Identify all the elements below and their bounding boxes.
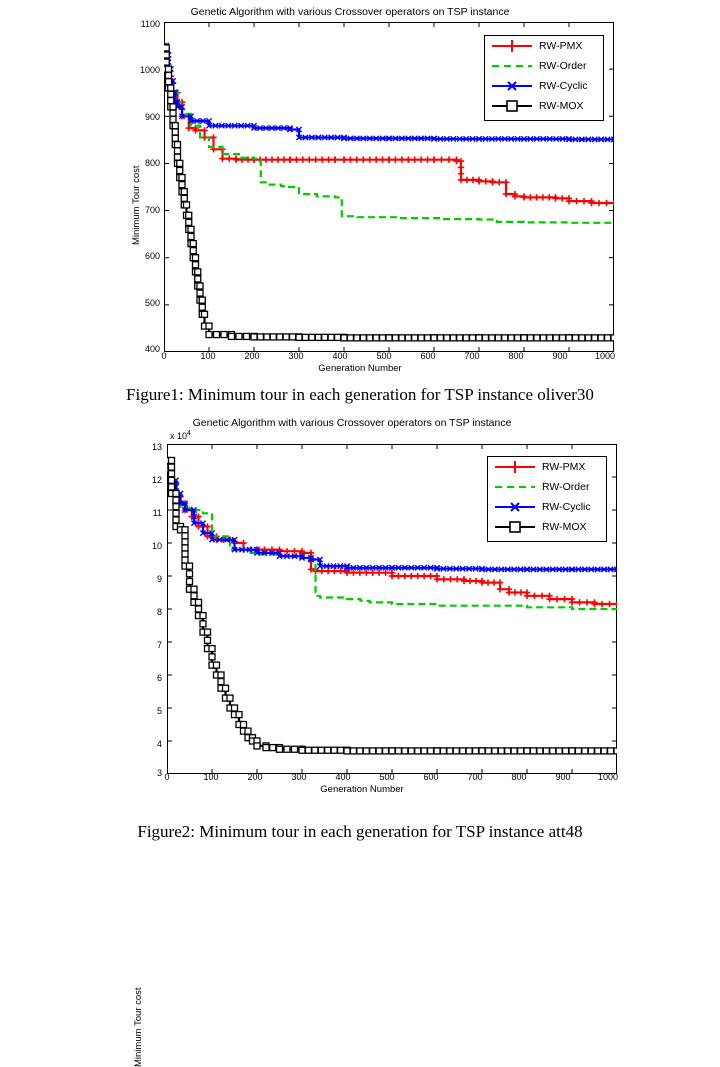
chart-2-ytick-10: 10 <box>151 541 162 551</box>
chart-2-ytick-6: 6 <box>156 673 162 683</box>
legend-sample-rw-order <box>491 59 533 73</box>
chart-1-xtick-600: 600 <box>420 351 436 361</box>
legend-item-rw-mox <box>485 96 603 116</box>
chart-1-xtick-0: 0 <box>161 351 167 361</box>
legend-item-rw-pmx <box>485 36 603 56</box>
legend-sample-rw-mox-2 <box>494 520 536 534</box>
chart-1-xtick-800: 800 <box>508 351 524 361</box>
chart-2-title: Genetic Algorithm with various Crossover operators on TSP instance <box>192 417 512 429</box>
chart-1-xtick-700: 700 <box>464 351 480 361</box>
chart-2-y-exponent <box>170 430 191 441</box>
chart-2-xtick-400: 400 <box>335 772 351 782</box>
chart-2-ytick-9: 9 <box>156 574 162 584</box>
chart-2-ylabel: Minimum Tour cost <box>133 987 144 1067</box>
chart-1-xtick-400: 400 <box>332 351 348 361</box>
chart-1-ytick-900: 900 <box>144 112 160 122</box>
chart-1-legend <box>484 35 604 121</box>
chart-1-xtick-100: 100 <box>200 351 216 361</box>
chart-1-xlabel: Generation Number <box>318 363 402 374</box>
legend-item-rw-order-2 <box>488 477 606 497</box>
legend-label-rw-pmx: RW-PMX <box>539 40 583 52</box>
chart-2-legend <box>487 456 607 542</box>
legend-item-rw-cyclic <box>485 76 603 96</box>
chart-1-xtick-1000: 1000 <box>594 351 616 361</box>
legend-sample-rw-pmx-2 <box>494 460 536 474</box>
chart-1-xtick-500: 500 <box>376 351 392 361</box>
chart-1-ytick-800: 800 <box>144 158 160 168</box>
legend-item-rw-pmx-2 <box>488 457 606 477</box>
chart-2-xtick-700: 700 <box>467 772 483 782</box>
legend-item-rw-order <box>485 56 603 76</box>
chart-1-xtick-900: 900 <box>552 351 568 361</box>
legend-sample-rw-cyclic-2 <box>494 500 536 514</box>
chart-2-ytick-5: 5 <box>156 706 162 716</box>
legend-sample-rw-order-2 <box>494 480 536 494</box>
chart-2-xtick-600: 600 <box>423 772 439 782</box>
legend-label-rw-mox: RW-MOX <box>539 100 584 112</box>
chart-2-xtick-500: 500 <box>379 772 395 782</box>
legend-label-rw-order-2: RW-Order <box>542 481 590 493</box>
chart-2-ytick-4: 4 <box>156 739 162 749</box>
legend-label-rw-pmx-2: RW-PMX <box>542 461 586 473</box>
legend-sample-rw-mox <box>491 99 533 113</box>
legend-label-rw-order: RW-Order <box>539 60 587 72</box>
legend-item-rw-mox-2 <box>488 517 606 537</box>
chart-2-ytick-11: 11 <box>152 508 162 518</box>
chart-2-ytick-13: 13 <box>151 442 162 452</box>
chart-1-ytick-600: 600 <box>144 251 160 261</box>
legend-label-rw-cyclic-2: RW-Cyclic <box>542 501 591 513</box>
chart-1-ytick-700: 700 <box>144 205 160 215</box>
chart-1-xtick-300: 300 <box>288 351 304 361</box>
chart-2-xtick-100: 100 <box>203 772 219 782</box>
chart-2-xtick-200: 200 <box>247 772 263 782</box>
legend-label-rw-mox-2: RW-MOX <box>542 521 587 533</box>
chart-1-ytick-1000: 1000 <box>139 65 160 75</box>
legend-sample-rw-pmx <box>491 39 533 53</box>
chart-1-ytick-1100: 1100 <box>140 19 160 29</box>
chart-2-xlabel: Generation Number <box>320 784 404 795</box>
figure-1-caption: Figure1: Minimum tour in each generation for TSP instance oliver30 <box>126 385 594 404</box>
chart-2-y-exponent-base: x 10 <box>170 431 188 441</box>
chart-1-ytick-500: 500 <box>144 298 160 308</box>
chart-2-xtick-900: 900 <box>555 772 571 782</box>
chart-2-xtick-300: 300 <box>291 772 307 782</box>
legend-label-rw-cyclic: RW-Cyclic <box>539 80 588 92</box>
figure-2-caption: Figure2: Minimum tour in each generation for TSP instance att48 <box>137 822 583 841</box>
chart-1-title: Genetic Algorithm with various Crossover operators on TSP instance <box>190 6 510 18</box>
chart-2-xtick-800: 800 <box>511 772 527 782</box>
chart-2-ytick-3: 3 <box>156 768 162 778</box>
chart-2-xtick-1000: 1000 <box>597 772 619 782</box>
chart-2-xtick-0: 0 <box>164 772 170 782</box>
legend-item-rw-cyclic-2 <box>488 497 606 517</box>
chart-2-ytick-12: 12 <box>151 475 162 485</box>
chart-2-ytick-7: 7 <box>156 640 162 650</box>
chart-1-ylabel: Minimum Tour cost <box>131 165 142 245</box>
chart-2-y-exponent-power: 4 <box>187 430 191 437</box>
chart-2-ytick-8: 8 <box>156 607 162 617</box>
chart-1-ytick-400: 400 <box>144 344 160 354</box>
chart-1-xtick-200: 200 <box>244 351 260 361</box>
figure-1-block <box>0 0 720 400</box>
legend-sample-rw-cyclic <box>491 79 533 93</box>
